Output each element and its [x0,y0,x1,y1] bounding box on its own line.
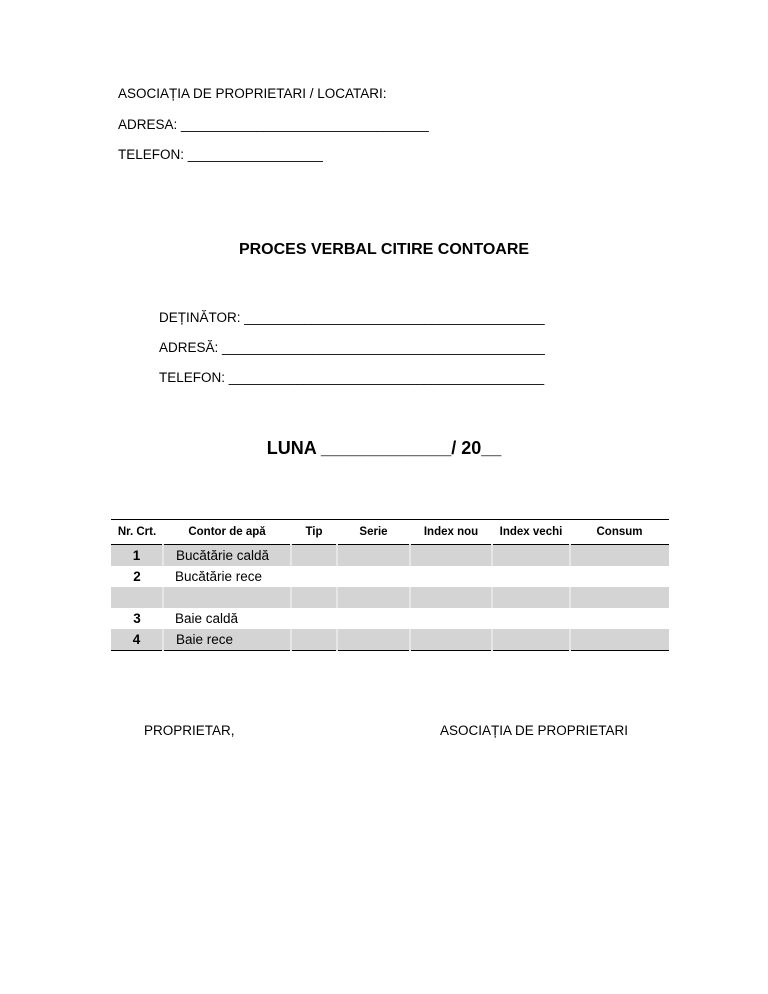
tip-cell[interactable] [291,587,337,608]
table-row [111,545,669,567]
row-number [111,587,163,608]
document-title: PROCES VERBAL CITIRE CONTOARE [238,241,530,258]
column-header: Serie [337,520,410,545]
tip-cell[interactable] [291,566,337,587]
meter-name: Baie rece [163,629,291,651]
meter-name [163,587,291,608]
table-row [111,629,669,651]
index-nou-cell[interactable] [410,608,492,629]
column-header: Tip [291,520,337,545]
row-number: 3 [133,611,141,626]
column-header: Index nou [410,520,492,545]
serie-cell[interactable] [337,566,410,587]
tip-cell[interactable] [291,629,337,651]
association-label: ASOCIAȚIA DE PROPRIETARI / LOCATARI: [118,86,387,101]
consum-cell[interactable] [570,545,669,567]
owner-signature-label: PROPRIETAR, [144,723,235,738]
column-header: Nr. Crt. [111,520,163,545]
tip-cell[interactable] [291,608,337,629]
serie-cell[interactable] [337,587,410,608]
tip-cell[interactable] [291,545,337,567]
column-header: Consum [570,520,669,545]
consum-cell[interactable] [570,629,669,651]
association-signature-label: ASOCIAȚIA DE PROPRIETARI [440,723,629,738]
meter-table [111,519,669,651]
address-field[interactable]: ADRESA: _________________________________ [118,117,429,132]
index-nou-cell[interactable] [410,587,492,608]
index-nou-cell[interactable] [410,629,492,651]
index-vechi-cell[interactable] [492,587,570,608]
serie-cell[interactable] [337,545,410,567]
column-header: Index vechi [492,520,570,545]
meter-name: Bucătărie rece [175,569,263,584]
month-field[interactable]: LUNA _____________/ 20__ [266,438,502,458]
serie-cell[interactable] [337,608,410,629]
owner-phone-field[interactable]: TELEFON: __________________________________________ [159,370,545,385]
consum-cell[interactable] [570,608,669,629]
meter-name: Bucătărie caldă [163,545,291,567]
owner-address-field[interactable]: ADRESĂ: ___________________________________________ [159,340,545,355]
table-row [111,566,669,587]
index-nou-cell[interactable] [410,566,492,587]
row-number: 4 [111,629,163,651]
meter-name: Baie caldă [175,611,239,626]
consum-cell[interactable] [570,587,669,608]
serie-cell[interactable] [337,629,410,651]
holder-field[interactable]: DEȚINĂTOR: ________________________________________ [159,310,545,325]
index-vechi-cell[interactable] [492,629,570,651]
table-header-row [111,520,669,545]
row-number: 1 [111,545,163,567]
column-header: Contor de apă [163,520,291,545]
row-number: 2 [133,569,141,584]
phone-field[interactable]: TELEFON: __________________ [118,147,323,162]
index-vechi-cell[interactable] [492,545,570,567]
index-vechi-cell[interactable] [492,608,570,629]
index-nou-cell[interactable] [410,545,492,567]
consum-cell[interactable] [570,566,669,587]
index-vechi-cell[interactable] [492,566,570,587]
table-row [111,587,669,608]
table-row [111,608,669,629]
